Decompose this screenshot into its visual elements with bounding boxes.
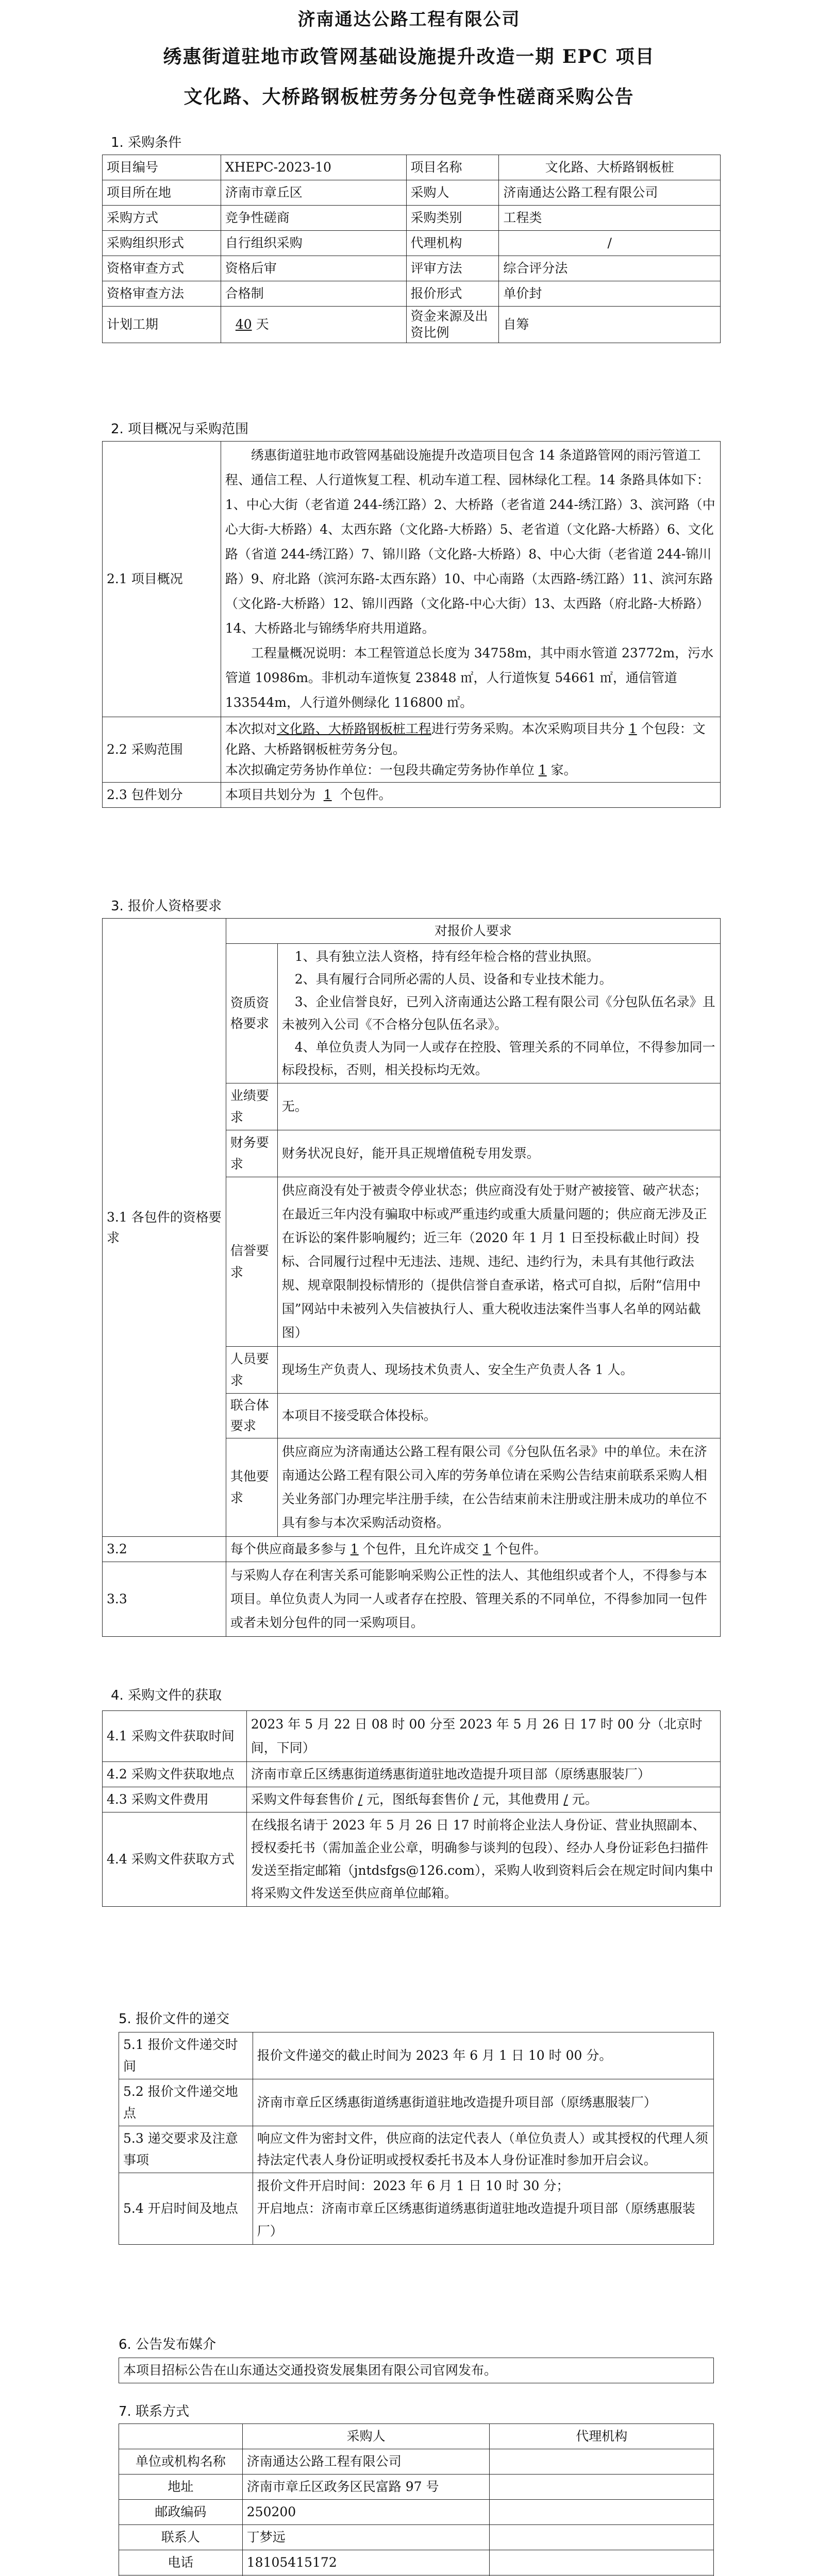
cell-label: 项目所在地 — [103, 180, 221, 206]
table-row — [119, 2126, 714, 2173]
division-text: 个包件。 — [340, 787, 392, 802]
scope-text: 家。 — [550, 762, 577, 777]
cell-value: 单价封 — [499, 281, 721, 307]
cell-value: XHEPC-2023-10 — [221, 155, 406, 180]
table-row — [119, 2358, 714, 2383]
section-1-title: 1. 采购条件 — [111, 135, 182, 150]
cell-label: 单位或机构名称 — [119, 2449, 243, 2475]
project-title: 绣惠街道驻地市政管网基础设施提升改造一期 EPC 项目 — [163, 46, 655, 67]
cell-label: 联系人 — [119, 2525, 243, 2550]
cell-label: 财务要求 — [226, 1130, 277, 1177]
cell-value: 丁梦远 — [242, 2525, 490, 2550]
limit-text: 个包件。 — [495, 1541, 547, 1556]
opening-place: 开启地点：济南市章丘区绣惠街道绣惠街道驻地改造提升项目部（原绣惠服装厂） — [257, 2201, 695, 2239]
cell-label: 报价形式 — [406, 281, 499, 307]
cell-value: 250200 — [242, 2500, 490, 2525]
cell-label: 5.3 递交要求及注意事项 — [119, 2126, 253, 2173]
cell-value — [221, 442, 720, 717]
scope-text: 进行劳务采购。本次采购项目共分 — [431, 721, 625, 736]
scope-subject: 文化路、大桥路钢板桩工程 — [276, 721, 431, 736]
cell-value: 本项目不接受联合体投标。 — [277, 1394, 720, 1438]
duration-unit: 天 — [256, 317, 269, 332]
cell-label: 邮政编码 — [119, 2500, 243, 2525]
cell-value: 济南市章丘区绣惠街道绣惠街道驻地改造提升项目部（原绣惠服装厂） — [246, 1762, 720, 1787]
cell-label: 资质资格要求 — [226, 944, 277, 1083]
section-6-title: 6. 公告发布媒介 — [119, 2337, 216, 2352]
cell-value — [246, 1787, 720, 1812]
table-row — [103, 1711, 721, 1762]
cell-value: 在线报名请于 2023 年 5 月 26 日 17 时前将企业法人身份证、营业执照副本、授权委托书（需加盖企业公章，明确参与谈判的包段）、经办人身份证彩色扫描件发送至指定邮箱（jntdsfgs@126.com），采购人收到资料后会在规定时间内集中将采购文件发送至供应商单位邮箱。 — [246, 1812, 720, 1907]
opening-time: 报价文件开启时间：2023 年 6 月 1 日 10 时 30 分； — [257, 2178, 570, 2193]
cell-label: 2.1 项目概况 — [103, 442, 221, 717]
award-count: 1 — [482, 1541, 491, 1556]
cell-value: 2023 年 5 月 22 日 08 时 00 分至 2023 年 5 月 26 日 17 时 00 分（北京时间，下同） — [246, 1711, 720, 1762]
cell-label: 3.3 — [103, 1562, 226, 1637]
table-row — [103, 180, 721, 206]
cell-value — [221, 783, 720, 808]
table-row — [119, 2173, 714, 2245]
cell-label: 资金来源及出资比例 — [406, 307, 499, 343]
cell-label: 信誉要求 — [226, 1177, 277, 1347]
cell-value: 济南市章丘区绣惠街道绣惠街道驻地改造提升项目部（原绣惠服装厂） — [253, 2079, 713, 2126]
table-row — [119, 2424, 714, 2449]
cell-value: 供应商没有处于被责令停业状态；供应商没有处于财产被接管、破产状态；在最近三年内没有骗取中标或严重违约或重大质量问题的；供应商无涉及正在诉讼的案件影响履约；近三年（2020 年 1 月 1 日至投标截止时间）投标、合同履行过程中无违法、违规、违纪、违约行为，未具有其他行政法规、规章限制投标情形的（提供信誉自查承诺，格式可自拟，后附“信用中国”网站中未被列入失信被执行人、重大税收违法案件当事人名单的网站截图） — [277, 1177, 720, 1347]
table-row — [119, 2525, 714, 2550]
cell-value: 财务状况良好，能开具正规增值税专用发票。 — [277, 1130, 720, 1177]
cell-label: 代理机构 — [406, 231, 499, 256]
table-row — [103, 1787, 721, 1812]
cell-label: 项目编号 — [103, 155, 221, 180]
cell-label: 地址 — [119, 2475, 243, 2500]
cell-value: 济南市章丘区政务区民富路 97 号 — [242, 2475, 490, 2500]
table-row — [119, 2032, 714, 2079]
qualification-item: 2、具有履行合同所必需的人员、设备和专业技术能力。 — [294, 972, 612, 987]
table-row — [103, 1537, 721, 1562]
cell-label: 资格审查方式 — [103, 256, 221, 281]
cell-value: 济南通达公路工程有限公司 — [499, 180, 721, 206]
table-row — [103, 919, 721, 944]
cell-label: 4.1 采购文件获取时间 — [103, 1711, 247, 1762]
cell-label: 3.2 — [103, 1537, 226, 1562]
cell-label: 2.2 采购范围 — [103, 717, 221, 783]
cell-label: 4.3 采购文件费用 — [103, 1787, 247, 1812]
scope-text: 本次拟对 — [225, 721, 277, 736]
document-acquisition-table — [102, 1710, 721, 1907]
section-3-title: 3. 报价人资格要求 — [111, 899, 222, 914]
cell-value: 现场生产负责人、现场技术负责人、安全生产负责人各 1 人。 — [277, 1347, 720, 1394]
quantity-paragraph: 工程量概况说明：本工程管道总长度为 34758m，其中雨水管道 23772m，污水管道 10986m。非机动车道恢复 23848 ㎡，人行道恢复 54661 ㎡，通信管道 133544m，人行道外侧绿化 116800 ㎡。 — [225, 646, 714, 710]
cell-label: 资格审查方法 — [103, 281, 221, 307]
table-row — [103, 442, 721, 717]
fee-text: 采购文件每套售价 — [251, 1792, 354, 1807]
fee-value: / — [563, 1792, 568, 1807]
cell-value: 济南市章丘区 — [221, 180, 406, 206]
table-row — [103, 1762, 721, 1787]
contact-table — [119, 2424, 714, 2576]
cell-label: 采购人 — [406, 180, 499, 206]
project-overview-table — [102, 441, 721, 808]
cell-value — [490, 2550, 714, 2575]
procurement-conditions-table — [102, 155, 721, 343]
section-7-title: 7. 联系方式 — [119, 2404, 190, 2419]
cell-value — [221, 307, 406, 343]
section-4-title: 4. 采购文件的获取 — [111, 1688, 222, 1703]
table-row — [119, 2079, 714, 2126]
cell-value: 资格后审 — [221, 256, 406, 281]
cell-value — [490, 2500, 714, 2525]
cell-value — [490, 2475, 714, 2500]
table-row — [103, 281, 721, 307]
cell-label: 其他要求 — [226, 1438, 277, 1537]
limit-text: 每个供应商最多参与 — [230, 1541, 346, 1556]
cell-label: 5.4 开启时间及地点 — [119, 2173, 253, 2245]
cell-label: 3.1 各包件的资格要求 — [103, 919, 226, 1537]
media-table — [119, 2358, 714, 2383]
overview-paragraph: 绣惠街道驻地市政管网基础设施提升改造项目包含 14 条道路管网的雨污管道工程、通信工程、人行道恢复工程、机动车道工程、园林绿化工程。14 条路具体如下：1、中心大街（老省道 244-绣江路）2、大桥路（老省道 244-绣江路）3、滨河路（中心大街-大桥路）4、太西东路（文化路-大桥路）5、老省道（文化路-大桥路）6、文化路（省道 244-绣江路）7、锦川路（文化路-大桥路）8、中心大街（老省道 244-锦川路）9、府北路（滨河东路-太西东路）10、中心南路（太西路-绣江路）11、滨河东路（文化路-大桥路）12、锦川西路（文化路-中心大街）13、太西路（府北路-大桥路）14、大桥路北与锦绣华府共用道路。 — [225, 448, 715, 636]
fee-value: / — [474, 1792, 478, 1807]
cell-label: 5.1 报价文件递交时间 — [119, 2032, 253, 2079]
table-row — [103, 256, 721, 281]
cell-label: 计划工期 — [103, 307, 221, 343]
cell-value: 文化路、大桥路钢板桩 — [499, 155, 721, 180]
cell-label: 4.2 采购文件获取地点 — [103, 1762, 247, 1787]
cell-label: 项目名称 — [406, 155, 499, 180]
cell-value: 自筹 — [499, 307, 721, 343]
section-5-title: 5. 报价文件的递交 — [119, 2011, 230, 2027]
cell-label: 联合体要求 — [226, 1394, 277, 1438]
cell-value — [490, 2449, 714, 2475]
qualification-table — [102, 918, 721, 1637]
unit-count: 1 — [538, 762, 547, 777]
cell-label: 4.4 采购文件获取方式 — [103, 1812, 247, 1907]
cell-value: 无。 — [277, 1083, 720, 1130]
table-row — [103, 307, 721, 343]
cell-label: 业绩要求 — [226, 1083, 277, 1130]
cell-value: 工程类 — [499, 206, 721, 231]
cell-value — [277, 944, 720, 1083]
cell-value — [221, 717, 720, 783]
table-row — [119, 2449, 714, 2475]
cell-label: 采购方式 — [103, 206, 221, 231]
qualification-item: 1、具有独立法人资格，持有经年检合格的营业执照。 — [294, 949, 599, 964]
limit-count: 1 — [350, 1541, 359, 1556]
fee-text: 元。 — [572, 1792, 598, 1807]
column-header: 代理机构 — [490, 2424, 714, 2449]
cell-label: 评审方法 — [406, 256, 499, 281]
cell-value: 18105415172 — [242, 2550, 490, 2575]
cell-label: 采购组织形式 — [103, 231, 221, 256]
table-row — [103, 783, 721, 808]
table-row — [119, 2475, 714, 2500]
cell-label: 人员要求 — [226, 1347, 277, 1394]
division-count: 1 — [323, 787, 332, 802]
announcement-title: 文化路、大桥路钢板桩劳务分包竞争性磋商采购公告 — [183, 86, 635, 108]
package-count: 1 — [628, 721, 637, 736]
scope-text: 个包段：文化路、大桥路钢板桩劳务分包。 — [225, 721, 706, 757]
column-header: 采购人 — [242, 2424, 490, 2449]
section-2-title: 2. 项目概况与采购范围 — [111, 421, 249, 437]
qualification-item: 3、企业信誉良好，已列入济南通达公路工程有限公司《分包队伍名录》且未被列入公司《不合格分包队伍名录》。 — [281, 994, 715, 1032]
cell-value: 合格制 — [221, 281, 406, 307]
table-row — [103, 717, 721, 783]
fee-text: 元，图纸每套售价 — [366, 1792, 470, 1807]
column-header: 对报价人要求 — [226, 919, 720, 944]
cell-value: 济南通达公路工程有限公司 — [242, 2449, 490, 2475]
cell-value — [490, 2525, 714, 2550]
cell-value: 响应文件为密封文件，供应商的法定代表人（单位负责人）或其授权的代理人须持法定代表人身份证明或授权委托书及本人身份证准时参加开启会议。 — [253, 2126, 713, 2173]
cell-value — [226, 1537, 720, 1562]
cell-value: 报价文件递交的截止时间为 2023 年 6 月 1 日 10 时 00 分。 — [253, 2032, 713, 2079]
qualification-item: 4、单位负责人为同一人或存在控股、管理关系的不同单位，不得参加同一标段投标，否则，相关投标均无效。 — [281, 1040, 715, 1077]
cell-value: 与采购人存在利害关系可能影响采购公正性的法人、其他组织或者个人，不得参与本项目。单位负责人为同一人或者存在控股、管理关系的不同单位，不得参加同一包件或者未划分包件的同一采购项目。 — [226, 1562, 720, 1637]
fee-value: / — [358, 1792, 363, 1807]
cell-value: 自行组织采购 — [221, 231, 406, 256]
submission-table — [119, 2032, 714, 2245]
table-row — [103, 231, 721, 256]
cell-value: 竞争性磋商 — [221, 206, 406, 231]
division-text: 本项目共划分为 — [225, 787, 315, 802]
cell-value: 供应商应为济南通达公路工程有限公司《分包队伍名录》中的单位。未在济南通达公路工程有限公司入库的劳务单位请在采购公告结束前联系采购人相关业务部门办理完毕注册手续，在公告结束前未注册或注册未成功的单位不具有参与本次采购活动资格。 — [277, 1438, 720, 1537]
cell-label: 5.2 报价文件递交地点 — [119, 2079, 253, 2126]
company-title: 济南通达公路工程有限公司 — [297, 9, 521, 30]
cell-value — [253, 2173, 713, 2245]
table-row — [103, 155, 721, 180]
table-row — [103, 206, 721, 231]
cell-label: 2.3 包件划分 — [103, 783, 221, 808]
scope-text: 本次拟确定劳务协作单位：一包段共确定劳务协作单位 — [225, 762, 535, 777]
table-row — [103, 1562, 721, 1637]
fee-text: 元，其他费用 — [482, 1792, 560, 1807]
limit-text: 个包件，且允许成交 — [362, 1541, 479, 1556]
cell-value: / — [499, 231, 721, 256]
table-row — [119, 2500, 714, 2525]
table-row — [119, 2550, 714, 2575]
cell-empty — [119, 2424, 243, 2449]
media-text: 本项目招标公告在山东通达交通投资发展集团有限公司官网发布。 — [119, 2358, 714, 2383]
cell-label: 电话 — [119, 2550, 243, 2575]
table-row — [103, 1812, 721, 1907]
cell-label: 采购类别 — [406, 206, 499, 231]
duration-days: 40 — [235, 317, 252, 332]
cell-value: 综合评分法 — [499, 256, 721, 281]
